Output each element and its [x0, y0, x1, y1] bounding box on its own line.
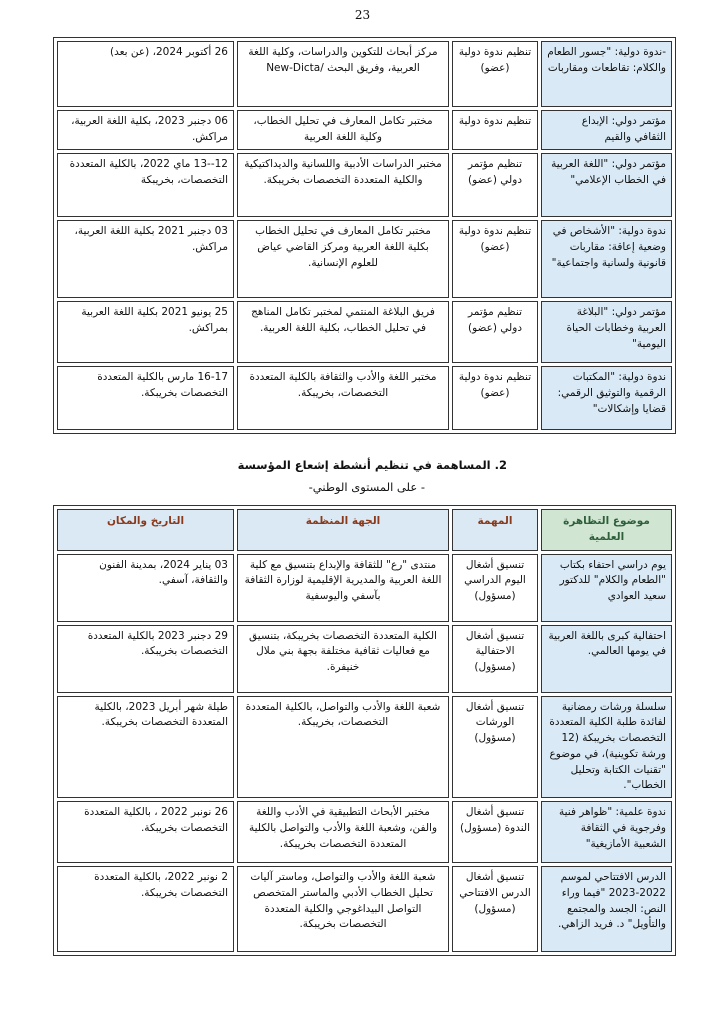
- national-events-table: [54, 506, 675, 955]
- header-organizer: الجهة المنظمة: [237, 509, 449, 551]
- event-topic: مؤتمر دولي: "اللغة العربية في الخطاب الإعلامي": [541, 153, 672, 217]
- event-role: تنظيم ندوة دولية (عضو): [452, 366, 538, 430]
- event-role: تنسيق أشغال الاحتفالية (مسؤول): [452, 625, 538, 693]
- table-row: [57, 366, 672, 430]
- header-role: المهمة: [452, 509, 538, 551]
- event-organizer: مركز أبحاث للتكوين والدراسات، وكلية اللغة العربية، وفريق البحث /New-Dicta: [237, 41, 449, 107]
- event-topic: احتفالية كبرى باللغة العربية في يومها العالمي.: [541, 625, 672, 693]
- section-heading: 2. المساهمة في تنظيم أنشطة إشعاع المؤسسة: [237, 458, 507, 472]
- table-row: [57, 41, 672, 107]
- international-events-table: [54, 38, 675, 433]
- event-date: 12--13 ماي 2022، بالكلية المتعددة التخصصات، بخريبكة: [57, 153, 234, 217]
- table-row: [57, 220, 672, 298]
- event-date: طيلة شهر أبريل 2023، بالكلية المتعددة التخصصات بخريبكة.: [57, 696, 234, 799]
- event-role: تنظيم مؤتمر دولي (عضو): [452, 301, 538, 363]
- event-role: تنظيم ندوة دولية (عضو): [452, 41, 538, 107]
- event-topic: -ندوة دولية: "جسور الطعام والكلام: تقاطعات ومقاربات: [541, 41, 672, 107]
- event-topic: ندوة علمية: "ظواهر فنية وفرجوية في الثقافة الشعبية الأمازيغية": [541, 801, 672, 863]
- table-row: [57, 801, 672, 863]
- event-role: تنظيم ندوة دولية: [452, 110, 538, 150]
- event-organizer: شعبة اللغة والأدب والتواصل، وماستر آليات تحليل الخطاب الأدبي والماستر المتخصص التواصل البيداغوجي والكلية المتعددة التخصصات بخريبكة.: [237, 866, 449, 952]
- section-subheading: - على المستوى الوطني-: [308, 480, 425, 494]
- event-role: تنسيق أشغال الورشات (مسؤول): [452, 696, 538, 799]
- event-organizer: مختبر تكامل المعارف في تحليل الخطاب بكلية اللغة العربية ومركز القاضي عياض للعلوم الإنسانية.: [237, 220, 449, 298]
- event-organizer: مختبر الدراسات الأدبية واللسانية والديداكتيكية والكلية المتعددة التخصصات بخريبكة.: [237, 153, 449, 217]
- table-row: [57, 110, 672, 150]
- event-topic: ندوة دولية: "المكتبات الرقمية والتوثيق الرقمي: قضايا وإشكالات": [541, 366, 672, 430]
- table-row: [57, 866, 672, 952]
- event-role: تنسيق أشغال الدرس الافتتاحي (مسؤول): [452, 866, 538, 952]
- event-role: تنظيم مؤتمر دولي (عضو): [452, 153, 538, 217]
- table-header-row: [57, 509, 672, 551]
- page-number: 23: [354, 8, 371, 22]
- event-topic: ندوة دولية: "الأشخاص في وضعية إعاقة: مقاربات قانونية ولسانية واجتماعية": [541, 220, 672, 298]
- event-organizer: منتدى "رع" للثقافة والإبداع بتنسيق مع كلية اللغة العربية والمديرية الإقليمية لوزارة الثقافة بآسفي واليوسفية: [237, 554, 449, 622]
- event-date: 29 دجنبر 2023 بالكلية المتعددة التخصصات بخريبكة.: [57, 625, 234, 693]
- header-date: التاريخ والمكان: [57, 509, 234, 551]
- event-role: تنسيق أشغال الندوة (مسؤول): [452, 801, 538, 863]
- event-date: 03 يناير 2024، بمدينة الفنون والثقافة، آسفي.: [57, 554, 234, 622]
- event-topic: يوم دراسي احتفاء بكتاب "الطعام والكلام" للدكتور سعيد العوادي: [541, 554, 672, 622]
- event-organizer: مختبر تكامل المعارف في تحليل الخطاب، وكلية اللغة العربية: [237, 110, 449, 150]
- event-date: 26 أكتوبر 2024، (عن بعد): [57, 41, 234, 107]
- event-date: 2 نونبر 2022، بالكلية المتعددة التخصصات بخريبكة.: [57, 866, 234, 952]
- event-date: 06 دجنبر 2023، بكلية اللغة العربية، مراكش.: [57, 110, 234, 150]
- event-topic: الدرس الافتتاحي لموسم 2022-2023 "فيما وراء النص: الجسد والمجتمع والتأويل" د. فريد الزاهي.: [541, 866, 672, 952]
- event-organizer: الكلية المتعددة التخصصات بخريبكة، بتنسيق مع فعاليات ثقافية مختلفة بجهة بني ملال خنيفرة.: [237, 625, 449, 693]
- table-row: [57, 625, 672, 693]
- event-organizer: مختبر الأبحاث التطبيقية في الأدب واللغة والفن، وشعبة اللغة والأدب والتواصل بالكلية المتعددة التخصصات بخريبكة.: [237, 801, 449, 863]
- event-role: تنسيق أشغال اليوم الدراسي (مسؤول): [452, 554, 538, 622]
- event-topic: مؤتمر دولي: الإبداع الثقافي والقيم: [541, 110, 672, 150]
- event-date: 03 دجنبر 2021 بكلية اللغة العربية، مراكش.: [57, 220, 234, 298]
- event-date: 16-17 مارس بالكلية المتعددة التخصصات بخريبكة.: [57, 366, 234, 430]
- event-organizer: شعبة اللغة والأدب والتواصل، بالكلية المتعددة التخصصات، بخريبكة.: [237, 696, 449, 799]
- event-topic: مؤتمر دولي: "البلاغة العربية وخطابات الحياة اليومية": [541, 301, 672, 363]
- header-topic: موضوع التظاهرة العلمية: [541, 509, 672, 551]
- table-row: [57, 153, 672, 217]
- event-date: 25 يونيو 2021 بكلية اللغة العربية بمراكش.: [57, 301, 234, 363]
- event-organizer: مختبر اللغة والأدب والثقافة بالكلية المتعددة التخصصات، بخريبكة.: [237, 366, 449, 430]
- table-row: [57, 301, 672, 363]
- event-organizer: فريق البلاغة المنتمي لمختبر تكامل المناهج في تحليل الخطاب، بكلية اللغة العربية.: [237, 301, 449, 363]
- table-row: [57, 554, 672, 622]
- event-role: تنظيم ندوة دولية (عضو): [452, 220, 538, 298]
- table-row: [57, 696, 672, 799]
- event-topic: سلسلة ورشات رمضانية لفائدة طلبة الكلية المتعددة التخصصات بخريبكة (12 ورشة تكوينية)، في موضوع "تقنيات الكتابة وتحليل الخطاب".: [541, 696, 672, 799]
- event-date: 26 نونبر 2022 ، بالكلية المتعددة التخصصات بخريبكة.: [57, 801, 234, 863]
